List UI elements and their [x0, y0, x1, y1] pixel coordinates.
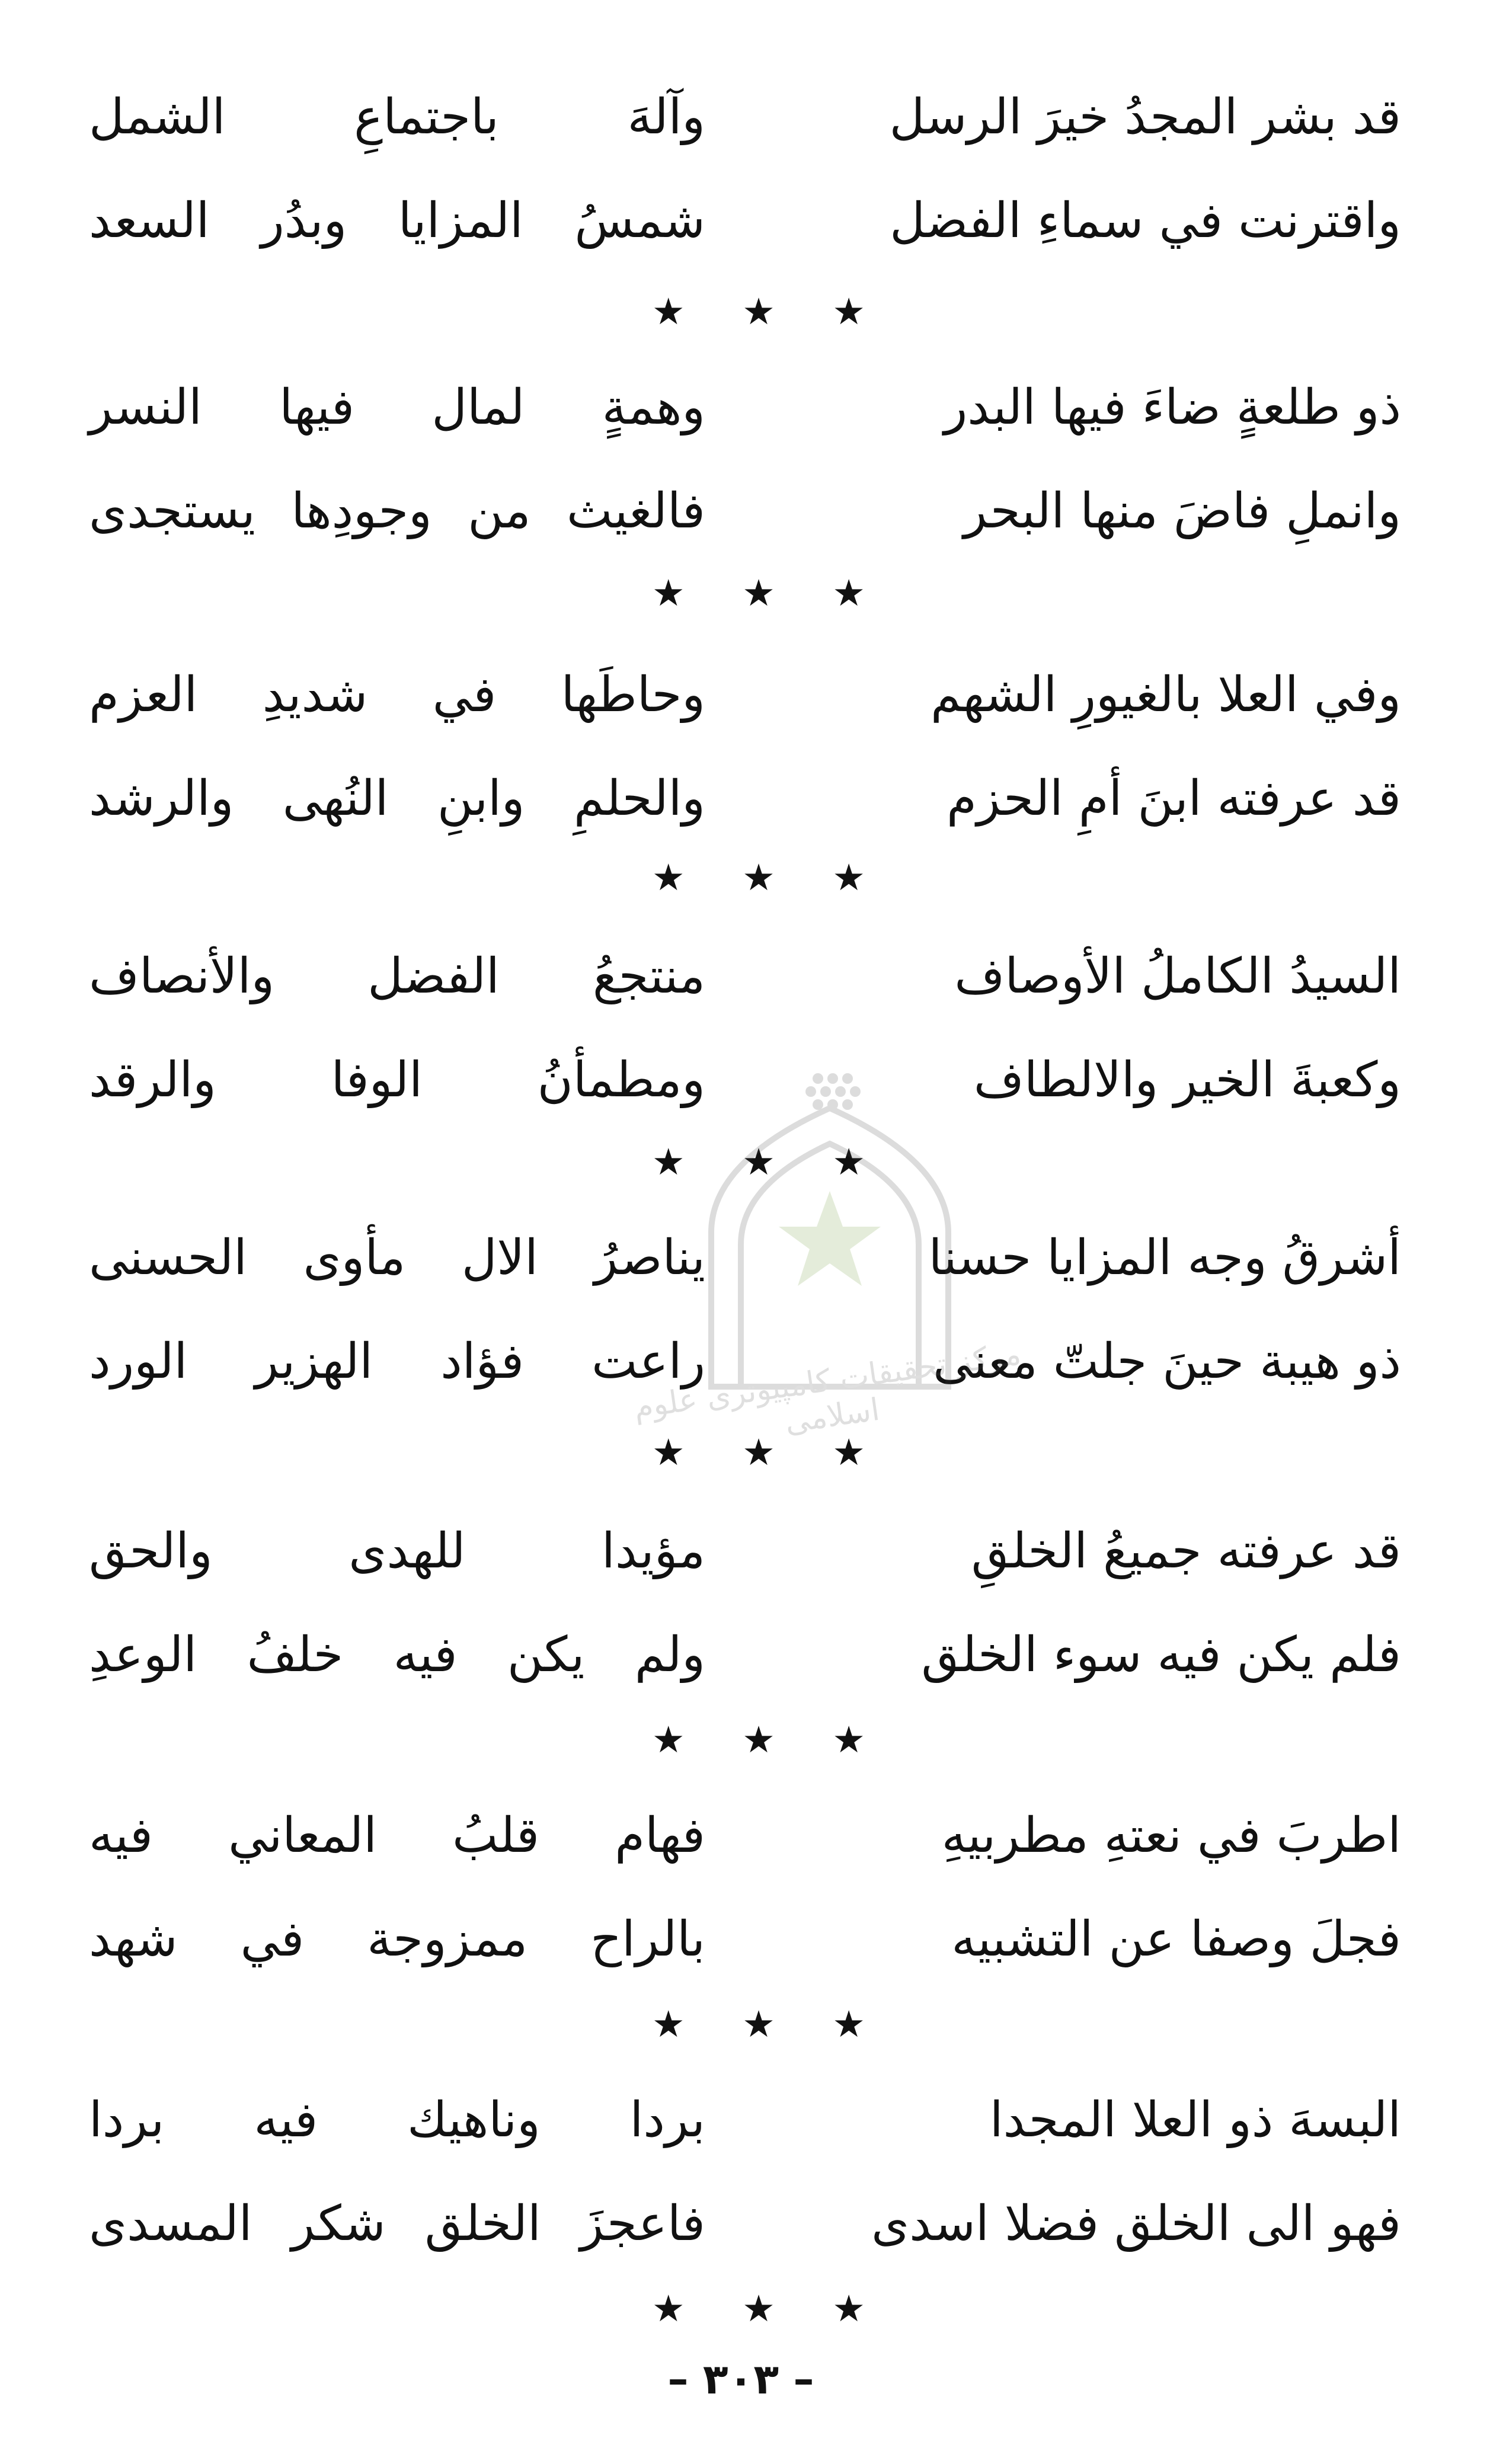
verse-first-hemistich: فلم يكن فيه سوء الخلق [921, 1627, 1401, 1683]
verse-second-hemistich: شمسُ المزايا وبدُر السعد [89, 193, 705, 249]
verse [89, 1603, 1401, 1707]
stanza [89, 2068, 1401, 2276]
verse-second-hemistich: وحاطَها في شديدِ العزم [89, 667, 705, 723]
stanza-separator [652, 850, 865, 904]
stanza-separator [652, 1997, 865, 2050]
verse-second-hemistich: ومطمأنُ الوفا والرقد [89, 1052, 705, 1108]
verse [89, 1887, 1401, 1991]
star-ornament: ★ [652, 1717, 685, 1761]
star-ornament: ★ [652, 2286, 685, 2330]
verse [89, 65, 1401, 169]
star-ornament: ★ [742, 1140, 775, 1183]
verse [89, 924, 1401, 1028]
stanza [89, 65, 1401, 273]
page-number: – ٣٠٣ – [667, 2355, 814, 2404]
verse-second-hemistich: بردا وناهيك فيه بردا [89, 2092, 705, 2148]
watermark-text: مركز تحقيقات كامپيوتری علوم اسلامی [631, 1336, 1024, 1441]
verse-second-hemistich: يناصرُ الال مأوى الحسنى [89, 1230, 705, 1286]
stanza-separator [652, 1713, 865, 1766]
verse-second-hemistich: منتجعُ الفضل والأنصاف [89, 948, 705, 1004]
star-ornament: ★ [832, 1140, 865, 1183]
star-ornament: ★ [652, 855, 685, 899]
star-ornament: ★ [742, 2002, 775, 2046]
star-ornament: ★ [832, 289, 865, 333]
verse-second-hemistich: والحلمِ وابنِ النُهى والرشد [89, 770, 705, 827]
verse-second-hemistich: فالغيث من وجودِها يستجدى [89, 483, 705, 539]
verse-first-hemistich: قد عرفته جميعُ الخلقِ [971, 1523, 1401, 1579]
verse-second-hemistich: فاعجزَ الخلق شكر المسدى [89, 2196, 705, 2252]
verse [89, 1499, 1401, 1603]
stanza-separator [652, 284, 865, 338]
star-ornament: ★ [832, 2002, 865, 2046]
star-ornament: ★ [832, 1717, 865, 1761]
verse [89, 643, 1401, 747]
star-ornament: ★ [652, 571, 685, 615]
verse-first-hemistich: وانملِ فاضَ منها البحر [963, 483, 1401, 539]
star-ornament: ★ [652, 2002, 685, 2046]
stanza [89, 1784, 1401, 1991]
verse-first-hemistich: فهو الى الخلق فضلا اسدى [871, 2196, 1401, 2252]
verse [89, 2172, 1401, 2276]
verse-second-hemistich: راعت فؤاد الهزير الورد [89, 1333, 705, 1390]
verse-first-hemistich: أشرقُ وجه المزايا حسنا [928, 1230, 1401, 1286]
verse-first-hemistich: قد عرفته ابنَ أمِ الحزم [947, 770, 1401, 827]
star-ornament: ★ [652, 1430, 685, 1474]
stanza-separator [652, 566, 865, 619]
verse [89, 169, 1401, 273]
verse [89, 459, 1401, 563]
verse-first-hemistich: ذو طلعةٍ ضاءَ فيها البدر [944, 379, 1401, 436]
star-ornament: ★ [832, 571, 865, 615]
verse-second-hemistich: بالراح ممزوجة في شهد [89, 1911, 705, 1967]
verse-first-hemistich: واقترنت في سماءِ الفضل [890, 193, 1401, 249]
verse-first-hemistich: وفي العلا بالغيورِ الشهم [931, 667, 1401, 723]
verse-second-hemistich: وهمةٍ لمال فيها النسر [89, 379, 705, 436]
star-ornament: ★ [742, 1430, 775, 1474]
verse [89, 1784, 1401, 1887]
stanza [89, 1499, 1401, 1707]
star-ornament: ★ [652, 289, 685, 333]
verse-first-hemistich: اطربَ في نعتهِ مطربيهِ [941, 1807, 1401, 1864]
verse [89, 747, 1401, 850]
star-ornament: ★ [652, 1140, 685, 1183]
star-ornament: ★ [742, 1717, 775, 1761]
verse-second-hemistich: ولم يكن فيه خلفُ الوعدِ [89, 1627, 705, 1683]
verse-first-hemistich: وكعبةَ الخير والالطاف [973, 1052, 1401, 1108]
stanza-separator [652, 2281, 865, 2335]
verse-first-hemistich: قد بشر المجدُ خيرَ الرسل [889, 89, 1401, 145]
verse [89, 356, 1401, 459]
star-ornament: ★ [742, 289, 775, 333]
verse-first-hemistich: البسهَ ذو العلا المجدا [989, 2092, 1401, 2148]
verse-second-hemistich: فهام قلبُ المعاني فيه [89, 1807, 705, 1864]
star-ornament: ★ [742, 2286, 775, 2330]
verse-first-hemistich: فجلَ وصفا عن التشبيه [951, 1911, 1401, 1967]
verse-first-hemistich: ذو هيبة حينَ جلتّ معنى [933, 1333, 1401, 1390]
verse [89, 2068, 1401, 2172]
star-ornament: ★ [742, 571, 775, 615]
watermark [622, 1055, 1037, 1441]
star-ornament: ★ [832, 1430, 865, 1474]
star-ornament: ★ [742, 855, 775, 899]
stanza [89, 356, 1401, 563]
verse-second-hemistich: وآلهَ باجتماعِ الشمل [89, 89, 705, 145]
stanza [89, 643, 1401, 850]
verse-first-hemistich: السيدُ الكاملُ الأوصاف [954, 948, 1401, 1004]
star-ornament: ★ [832, 2286, 865, 2330]
star-ornament: ★ [832, 855, 865, 899]
verse-second-hemistich: مؤيدا للهدى والحق [89, 1523, 705, 1579]
